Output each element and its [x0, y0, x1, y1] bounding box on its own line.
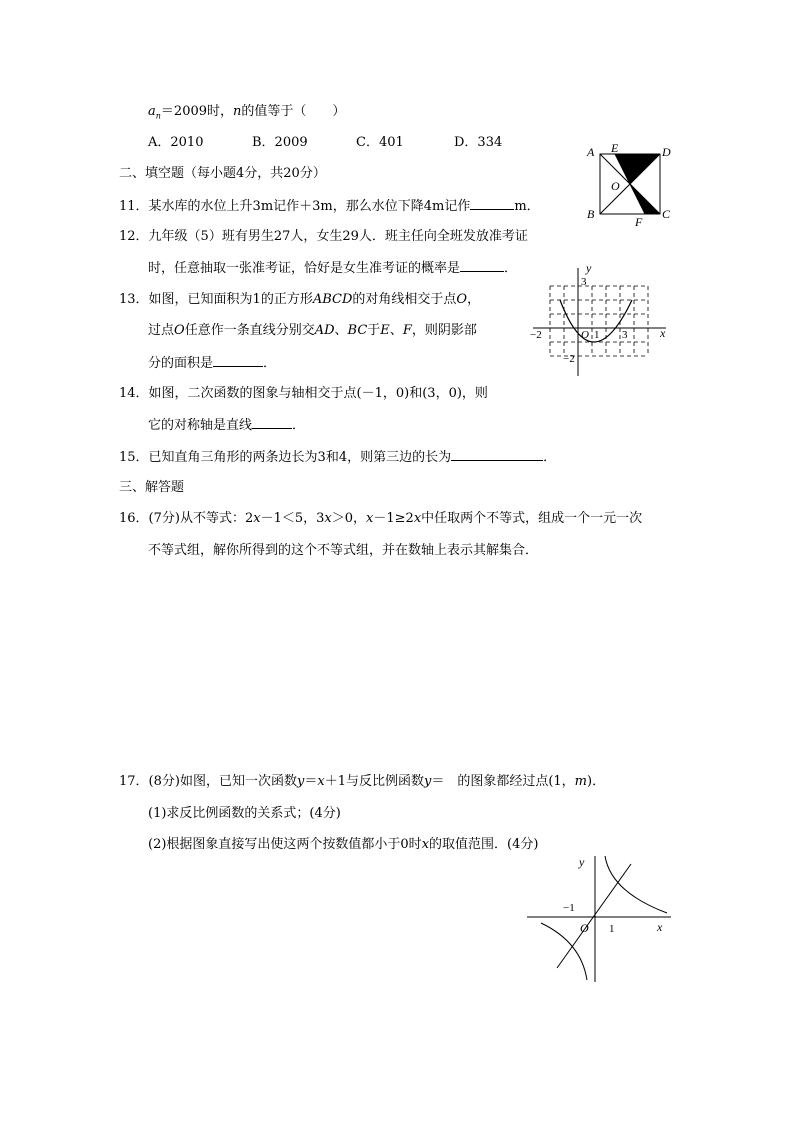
option-b: B．2009: [252, 135, 308, 150]
option-a: A．2010: [148, 135, 204, 150]
label-d: D: [662, 145, 671, 159]
q10-stem-tail: $a_n=2009$时，n的值等于（ ）: [148, 104, 346, 121]
label-neg2-left: −2: [530, 329, 542, 341]
parabola-figure: [528, 258, 673, 383]
label-a: A: [587, 145, 595, 159]
answer-blank: [460, 259, 504, 272]
label-neg2-bottom: −2: [563, 353, 575, 365]
question-13-line1: 13．如图，已知面积为1的正方形ABCD的对角线相交于点O，: [119, 292, 481, 307]
answer-blank: [451, 448, 543, 461]
question-16-line1: 16．(7分)从不等式：2x－1＜5，3x＞0，x－1≥2x中任取两个不等式，组成一个一元一次: [119, 511, 643, 526]
label-f: F: [635, 215, 643, 229]
question-11: 11．某水库的水位上升3m记作＋3m，那么水位下降4m记作 m．: [119, 199, 540, 214]
question-17-part1: (1)求反比例函数的关系式；(4分): [148, 806, 341, 821]
answer-blank: [213, 354, 263, 367]
section-fill-in-heading: 二、填空题（每小题4分，共20分）: [119, 166, 326, 181]
question-17-part2: (2)根据图象直接写出使这两个按数值都小于0时x的取值范围．(4分): [148, 837, 539, 852]
label-e: E: [611, 142, 619, 155]
label-origin: O: [580, 921, 589, 935]
label-1: 1: [609, 923, 615, 935]
label-3-top: 3: [581, 276, 587, 288]
question-12-line2: 时，任意抽取一张准考证，恰好是女生准考证的概率是 ．: [148, 261, 518, 276]
shaded-region-bottom: [630, 184, 660, 214]
label-y: y: [586, 261, 592, 275]
question-14-line2: 它的对称轴是直线 ．: [148, 418, 306, 433]
question-14-line1: 14．如图，二次函数的图象与轴相交于点(－1，0)和(3，0)，则: [119, 386, 488, 401]
question-13-line3: 分的面积是 ．: [148, 356, 277, 371]
section-solve-heading: 三、解答题: [119, 480, 185, 495]
label-neg1: −1: [563, 902, 575, 914]
hyperbola-branch-right: [605, 856, 667, 913]
hyperbola-figure: [525, 852, 675, 984]
question-12-line1: 12．九年级（5）班有男生27人，女生29人．班主任向全班发放准考证: [119, 229, 528, 244]
dashed-grid: [550, 286, 648, 356]
label-c: C: [662, 207, 671, 221]
label-b: B: [587, 207, 595, 221]
label-o: O: [611, 179, 620, 193]
question-13-line2: 过点O任意作一条直线分别交AD、BC于E、F，则阴影部: [148, 323, 477, 338]
shaded-region-top: [615, 154, 660, 184]
answer-blank: [470, 197, 514, 210]
label-x: x: [660, 326, 666, 340]
linear-function-line: [557, 864, 631, 968]
square-figure: [583, 142, 673, 232]
question-16-line2: 不等式组，解你所得到的这个不等式组，并在数轴上表示其解集合．: [148, 543, 539, 558]
question-17-stem: 17．(8分)如图，已知一次函数y＝x＋1与反比例函数y＝ 的图象都经过点(1，m)．: [119, 774, 606, 789]
answer-blank: [252, 416, 292, 429]
option-d: D．334: [454, 135, 503, 150]
option-c: C．401: [356, 135, 404, 150]
question-15: 15．已知直角三角形的两条边长为3和4，则第三边的长为 ．: [119, 450, 557, 465]
label-1: 1: [594, 329, 600, 341]
label-3-right: 3: [622, 329, 628, 341]
label-y: y: [579, 855, 585, 869]
label-origin: O: [581, 329, 589, 341]
label-x: x: [657, 920, 663, 934]
